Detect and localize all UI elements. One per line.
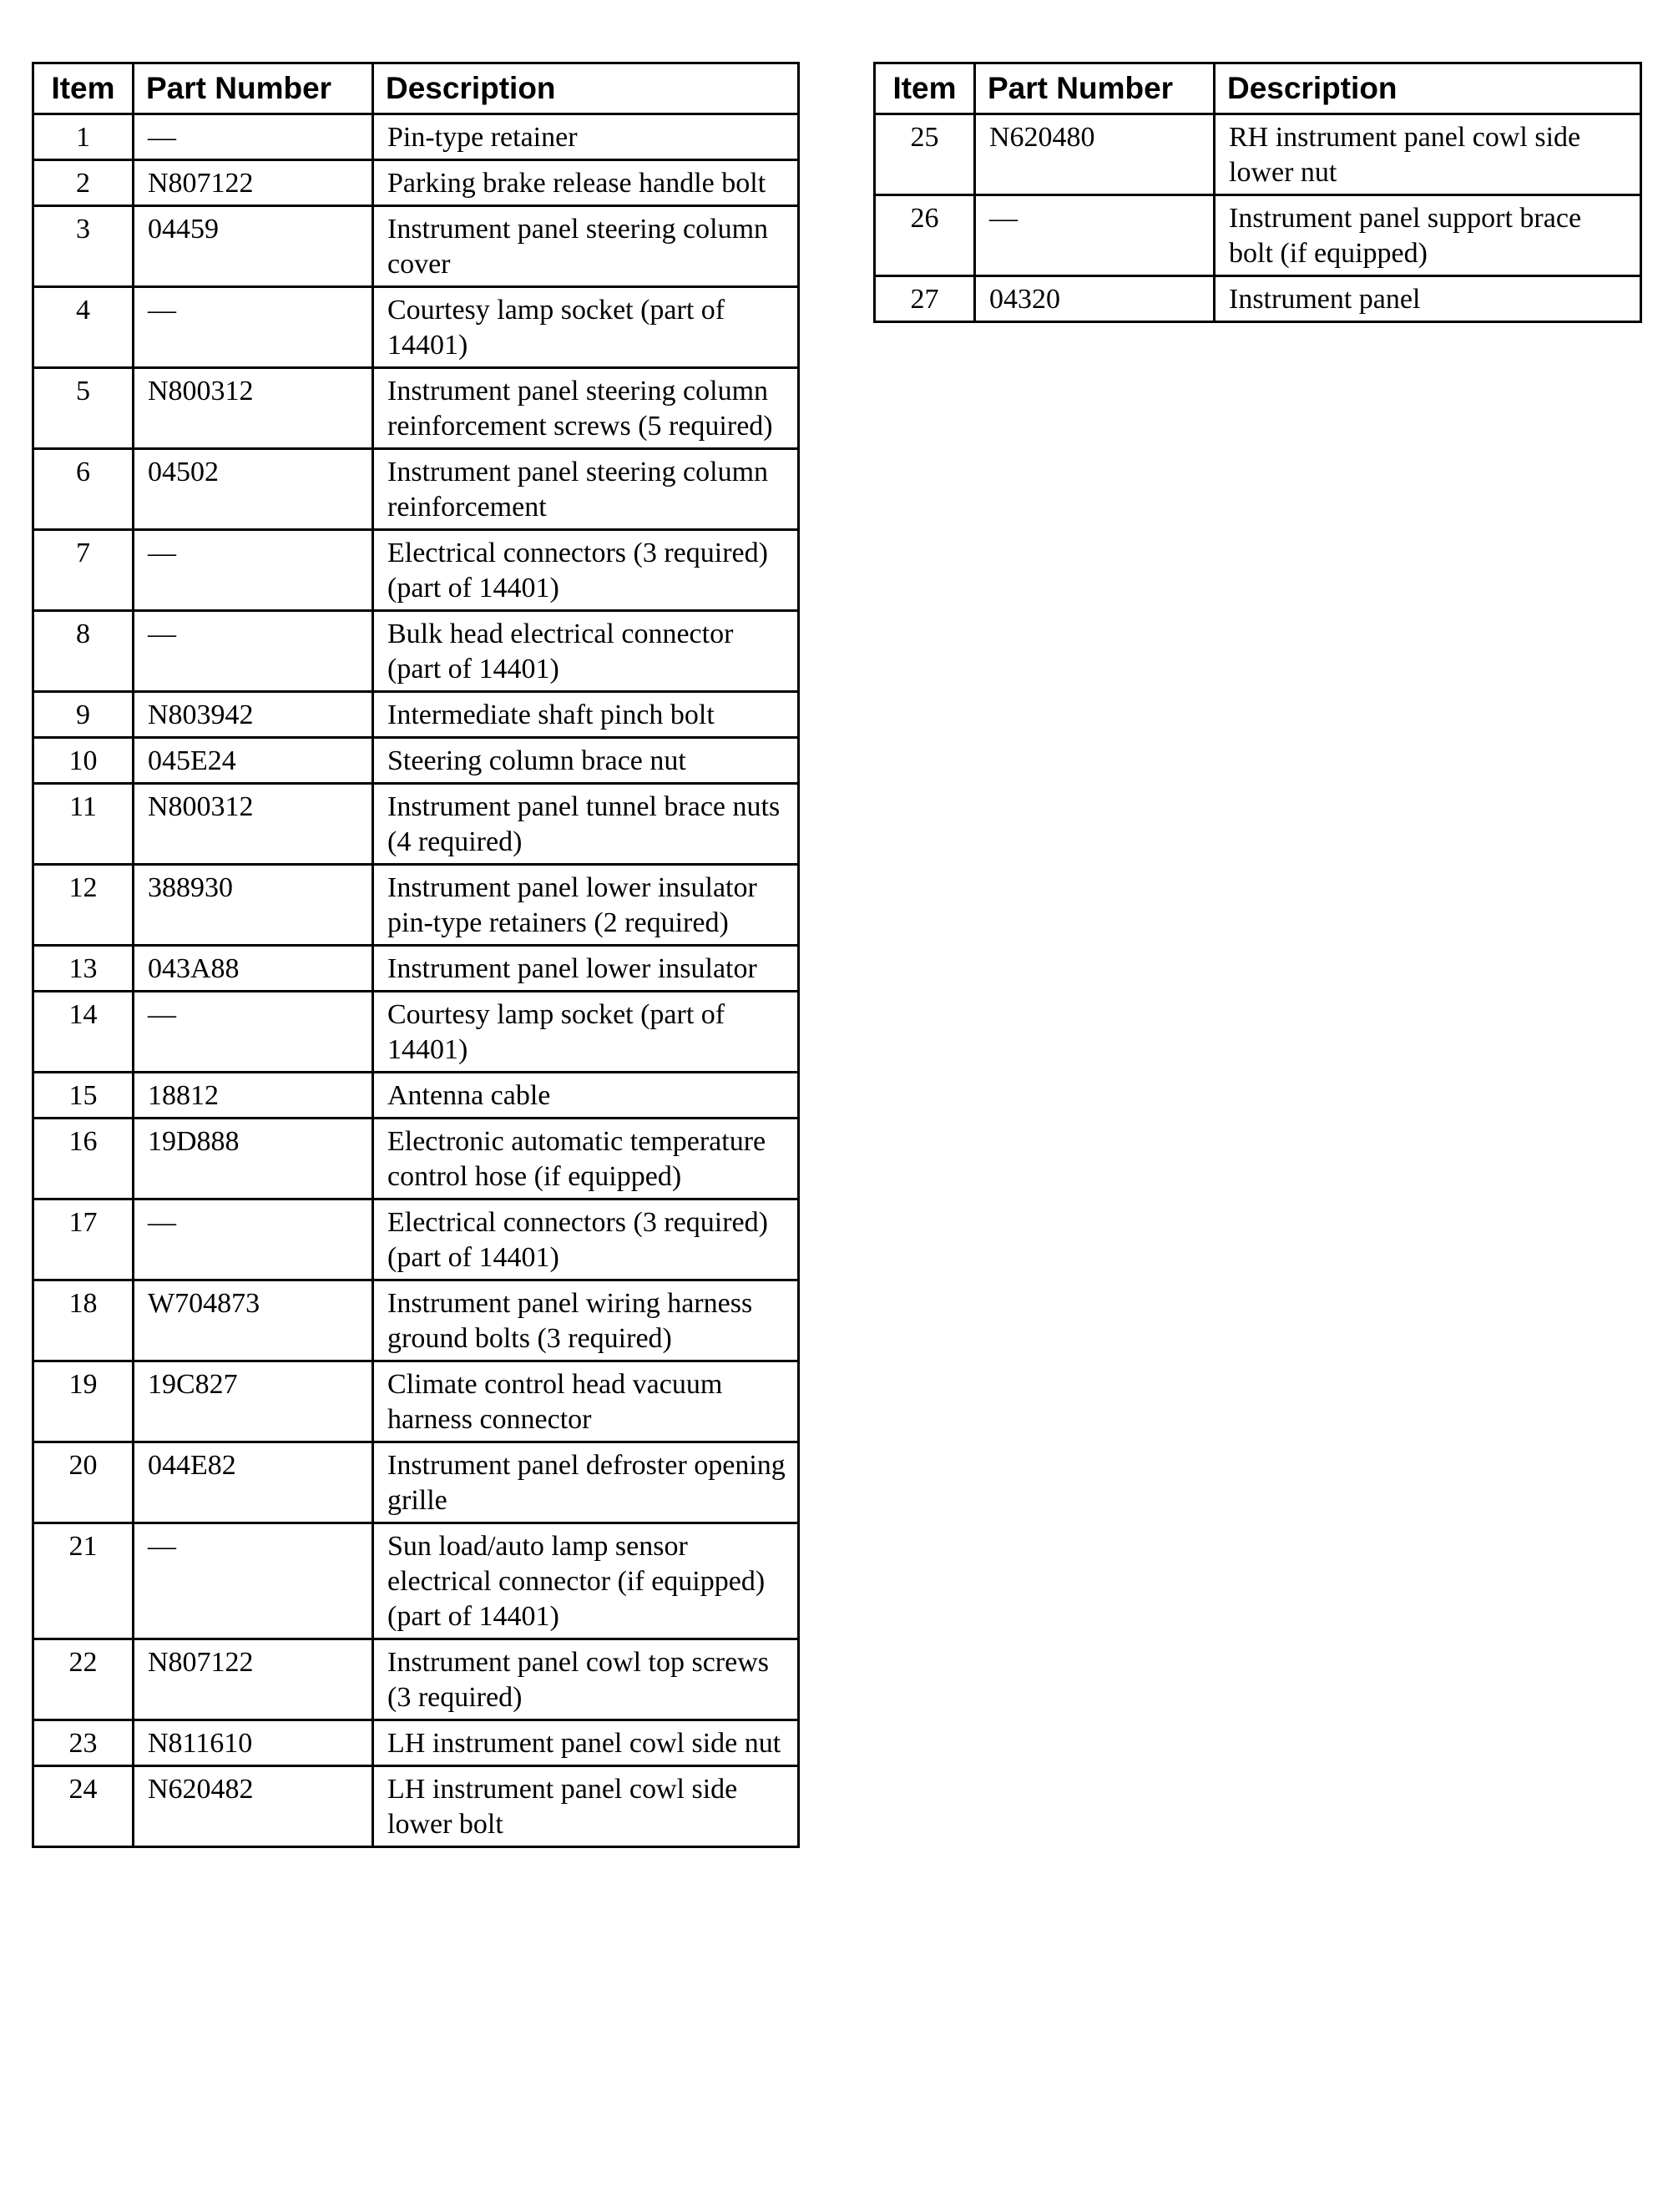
description-cell: Instrument panel defroster opening grille: [373, 1442, 799, 1523]
table-row: [33, 611, 799, 692]
description-cell: Steering column brace nut: [373, 738, 799, 784]
part-number-cell: —: [134, 287, 373, 368]
part-number-cell: 04320: [975, 276, 1215, 322]
table-row: [33, 1199, 799, 1280]
table-row: [33, 287, 799, 368]
item-cell: 3: [33, 206, 134, 287]
description-cell: Instrument panel lower insulator: [373, 946, 799, 992]
part-number-cell: —: [134, 114, 373, 160]
column-header-item: Item: [875, 63, 975, 114]
item-cell: 27: [875, 276, 975, 322]
description-cell: Sun load/auto lamp sensor electrical connector (if equipped) (part of 14401): [373, 1523, 799, 1639]
part-number-cell: N803942: [134, 692, 373, 738]
part-number-cell: 04459: [134, 206, 373, 287]
description-cell: Instrument panel lower insulator pin-type retainers (2 required): [373, 865, 799, 946]
part-number-cell: N800312: [134, 368, 373, 449]
item-cell: 4: [33, 287, 134, 368]
item-cell: 5: [33, 368, 134, 449]
table-row: [33, 160, 799, 206]
table-row: [33, 449, 799, 530]
table-row: [33, 1720, 799, 1766]
item-cell: 10: [33, 738, 134, 784]
column-header-item: Item: [33, 63, 134, 114]
part-number-cell: —: [975, 195, 1215, 276]
part-number-cell: —: [134, 992, 373, 1073]
description-cell: Climate control head vacuum harness connector: [373, 1361, 799, 1442]
description-cell: Intermediate shaft pinch bolt: [373, 692, 799, 738]
table-row: [33, 114, 799, 160]
item-cell: 24: [33, 1766, 134, 1847]
column-header-description: Description: [1215, 63, 1641, 114]
description-cell: Pin-type retainer: [373, 114, 799, 160]
description-cell: Instrument panel tunnel brace nuts (4 required): [373, 784, 799, 865]
part-number-cell: 045E24: [134, 738, 373, 784]
description-cell: Instrument panel support brace bolt (if equipped): [1215, 195, 1641, 276]
part-number-cell: 388930: [134, 865, 373, 946]
item-cell: 1: [33, 114, 134, 160]
table-row: [33, 1766, 799, 1847]
item-cell: 25: [875, 114, 975, 195]
table-row: [33, 1119, 799, 1199]
part-number-cell: N620482: [134, 1766, 373, 1847]
description-cell: Instrument panel wiring harness ground bolts (3 required): [373, 1280, 799, 1361]
column-header-part-number: Part Number: [975, 63, 1215, 114]
table-row: [33, 1523, 799, 1639]
item-cell: 8: [33, 611, 134, 692]
table-row: [33, 946, 799, 992]
item-cell: 14: [33, 992, 134, 1073]
description-cell: Instrument panel: [1215, 276, 1641, 322]
item-cell: 11: [33, 784, 134, 865]
part-number-cell: 044E82: [134, 1442, 373, 1523]
item-cell: 26: [875, 195, 975, 276]
description-cell: Bulk head electrical connector (part of 14401): [373, 611, 799, 692]
item-cell: 12: [33, 865, 134, 946]
item-cell: 20: [33, 1442, 134, 1523]
table-row: [33, 738, 799, 784]
part-number-cell: 19D888: [134, 1119, 373, 1199]
description-cell: Instrument panel steering column cover: [373, 206, 799, 287]
description-cell: LH instrument panel cowl side lower bolt: [373, 1766, 799, 1847]
item-cell: 7: [33, 530, 134, 611]
description-cell: RH instrument panel cowl side lower nut: [1215, 114, 1641, 195]
table-row: [33, 1639, 799, 1720]
part-number-cell: —: [134, 1199, 373, 1280]
table-header-row: [875, 63, 1641, 114]
table-row: [875, 114, 1641, 195]
description-cell: Instrument panel cowl top screws (3 required): [373, 1639, 799, 1720]
part-number-cell: N620480: [975, 114, 1215, 195]
part-number-cell: W704873: [134, 1280, 373, 1361]
part-number-cell: N807122: [134, 1639, 373, 1720]
table-row: [33, 865, 799, 946]
table-row: [33, 368, 799, 449]
part-number-cell: —: [134, 611, 373, 692]
table-row: [33, 992, 799, 1073]
item-cell: 13: [33, 946, 134, 992]
item-cell: 6: [33, 449, 134, 530]
part-number-cell: —: [134, 1523, 373, 1639]
part-number-cell: N811610: [134, 1720, 373, 1766]
item-cell: 18: [33, 1280, 134, 1361]
table-row: [33, 1442, 799, 1523]
table-row: [33, 1280, 799, 1361]
parts-table-left-body: [33, 114, 799, 1847]
parts-table-left: [32, 62, 800, 1848]
table-row: [875, 276, 1641, 322]
table-row: [33, 1361, 799, 1442]
item-cell: 23: [33, 1720, 134, 1766]
part-number-cell: N807122: [134, 160, 373, 206]
part-number-cell: —: [134, 530, 373, 611]
table-row: [875, 195, 1641, 276]
part-number-cell: N800312: [134, 784, 373, 865]
description-cell: Antenna cable: [373, 1073, 799, 1119]
item-cell: 2: [33, 160, 134, 206]
item-cell: 22: [33, 1639, 134, 1720]
description-cell: Parking brake release handle bolt: [373, 160, 799, 206]
description-cell: Instrument panel steering column reinforcement screws (5 required): [373, 368, 799, 449]
description-cell: Electrical connectors (3 required) (part of 14401): [373, 530, 799, 611]
parts-table-right-body: [875, 114, 1641, 322]
column-header-part-number: Part Number: [134, 63, 373, 114]
item-cell: 9: [33, 692, 134, 738]
table-header-row: [33, 63, 799, 114]
item-cell: 15: [33, 1073, 134, 1119]
parts-table-right: [873, 62, 1642, 323]
description-cell: Electrical connectors (3 required) (part of 14401): [373, 1199, 799, 1280]
description-cell: Courtesy lamp socket (part of 14401): [373, 992, 799, 1073]
item-cell: 21: [33, 1523, 134, 1639]
table-row: [33, 692, 799, 738]
part-number-cell: 04502: [134, 449, 373, 530]
table-row: [33, 784, 799, 865]
table-row: [33, 1073, 799, 1119]
item-cell: 19: [33, 1361, 134, 1442]
part-number-cell: 18812: [134, 1073, 373, 1119]
column-header-description: Description: [373, 63, 799, 114]
description-cell: Courtesy lamp socket (part of 14401): [373, 287, 799, 368]
part-number-cell: 19C827: [134, 1361, 373, 1442]
table-row: [33, 530, 799, 611]
part-number-cell: 043A88: [134, 946, 373, 992]
description-cell: LH instrument panel cowl side nut: [373, 1720, 799, 1766]
description-cell: Electronic automatic temperature control hose (if equipped): [373, 1119, 799, 1199]
item-cell: 17: [33, 1199, 134, 1280]
description-cell: Instrument panel steering column reinforcement: [373, 449, 799, 530]
table-row: [33, 206, 799, 287]
item-cell: 16: [33, 1119, 134, 1199]
